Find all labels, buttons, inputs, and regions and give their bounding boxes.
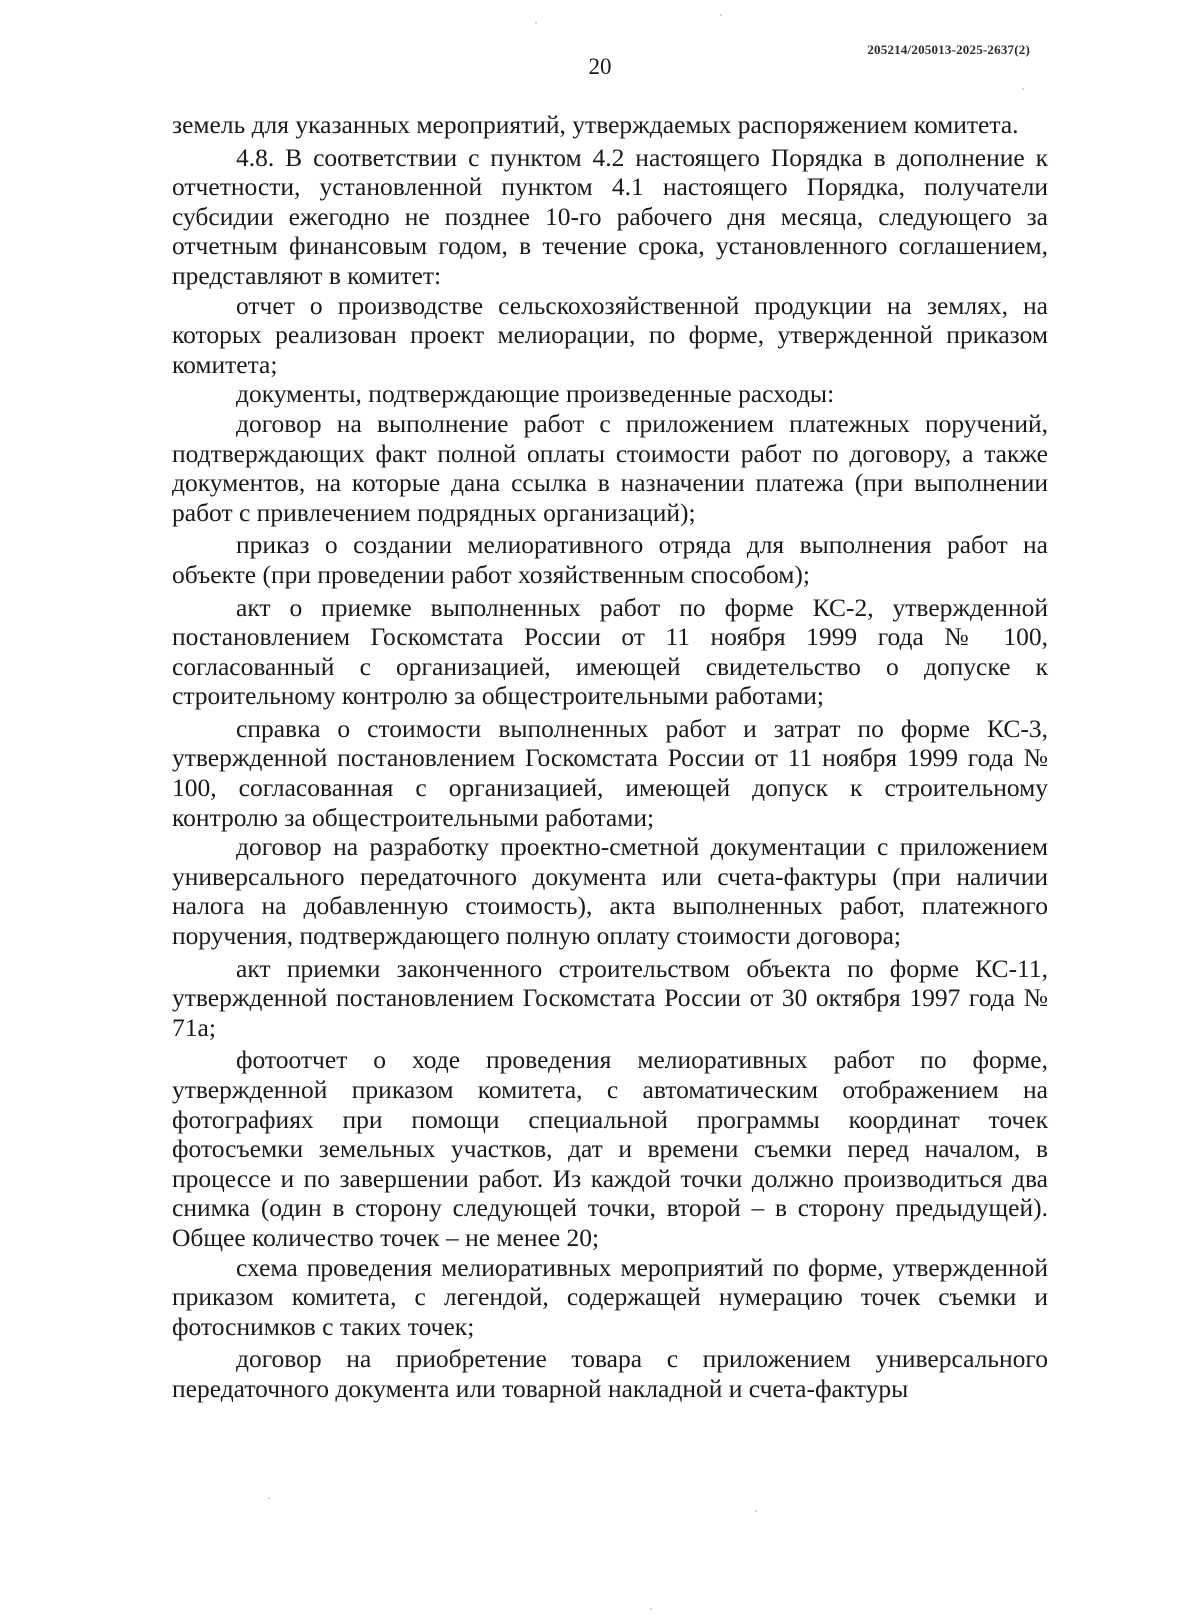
scan-speck <box>1022 88 1024 90</box>
paragraph-clause-4-8: 4.8. В соответствии с пунктом 4.2 настоящего Порядка в дополнение к отчетности, установленной пунктом 4.1 настоящего Порядка, получатели субсидии ежегодно не позднее 10-го рабочего дня месяца, следующего за отчетным финансовым годом, в течение срока, установленного соглашением, представляют в комитет: <box>172 142 1048 290</box>
list-item-goods-contract: договор на приобретение товара с приложением универсального передаточного документа или товарной накладной и счета-фактуры <box>172 1344 1048 1403</box>
list-item-design-contract: договор на разработку проектно-сметной документации с приложением универсального передаточного документа или счета-фактуры (при наличии налога на добавленную стоимость), акта выполненных работ, платежного поручения, подтверждающего полную оплату стоимости договора; <box>172 832 1048 951</box>
list-item-expense-documents: документы, подтверждающие произведенные расходы: <box>236 379 835 409</box>
scan-speck <box>535 22 537 24</box>
document-registration-code: 205214/205013-2025-2637(2) <box>867 42 1030 57</box>
list-item-production-report: отчет о производстве сельскохозяйственной продукции на землях, на которых реализован проект мелиорации, по форме, утвержденной приказом комитета; <box>172 290 1048 379</box>
scan-speck <box>268 1497 270 1499</box>
document-body <box>172 110 1048 1404</box>
list-item-reclamation-order: приказ о создании мелиоративного отряда для выполнения работ на объекте (при проведении работ хозяйственным способом); <box>172 530 1048 589</box>
list-item-work-contract: договор на выполнение работ с приложением платежных поручений, подтверждающих факт полной оплаты стоимости работ по договору, а также документов, на которые дана ссылка в назначении платежа (при выполнении работ с привлечением подрядных организаций); <box>172 408 1048 527</box>
list-item-ks11-act: акт приемки законченного строительством объекта по форме КС-11, утвержденной постановлением Госкомстата России от 30 октября 1997 года № 71а; <box>172 953 1048 1042</box>
page-number: 20 <box>588 54 612 79</box>
list-item-reclamation-scheme: схема проведения мелиоративных мероприятий по форме, утвержденной приказом комитета, с легендой, содержащей нумерацию точек съемки и фотоснимков с таких точек; <box>172 1252 1048 1341</box>
paragraph-continuation: земель для указанных мероприятий, утверждаемых распоряжением комитета. <box>172 110 1019 139</box>
list-item-photo-report: фотоотчет о ходе проведения мелиоративных работ по форме, утвержденной приказом комитета, с автоматическим отображением на фотографиях при помощи специальной программы координат точек фотосъемки земельных участков, дат и времени съемки перед началом, в процессе и по завершении работ. Из каждой точки должно производиться два снимка (один в сторону следующей точки, второй – в сторону предыдущей). Общее количество точек – не менее 20; <box>172 1045 1048 1252</box>
list-item-ks3-certificate: справка о стоимости выполненных работ и затрат по форме КС-3, утвержденной постановлением Госкомстата России от 11 ноября 1999 года № 100, согласованная с организацией, имеющей допуск к строительному контролю за общестроительными работами; <box>172 713 1048 832</box>
scan-speck <box>755 1510 757 1512</box>
scan-speck <box>720 14 722 16</box>
scan-speck <box>650 1608 652 1610</box>
list-item-ks2-act: акт о приемке выполненных работ по форме КС-2, утвержденной постановлением Госкомстата России от 11 ноября 1999 года № 100, согласованный с организацией, имеющей свидетельство о допуске к строительному контролю за общестроительными работами; <box>172 592 1048 711</box>
